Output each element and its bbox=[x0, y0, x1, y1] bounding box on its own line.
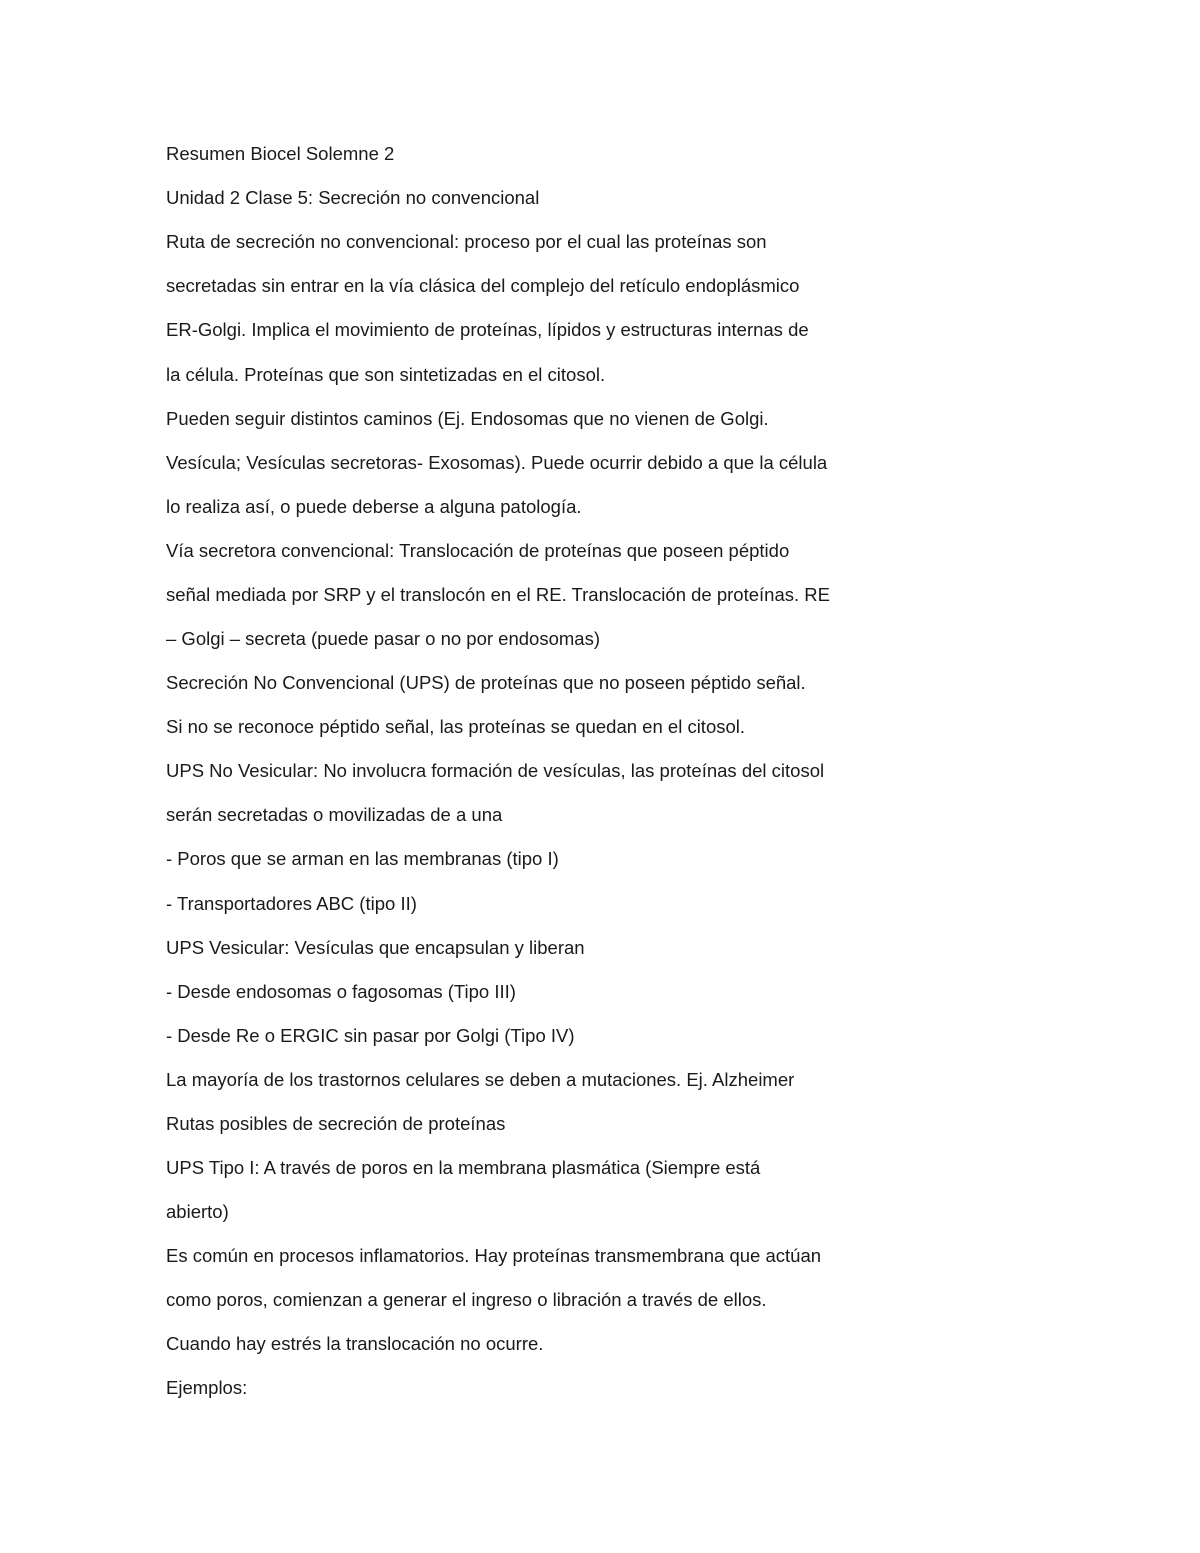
list-item: - Poros que se arman en las membranas (tipo I) bbox=[166, 848, 559, 869]
text-line: como poros, comienzan a generar el ingreso o libración a través de ellos. bbox=[166, 1289, 767, 1310]
text-line: ER-Golgi. Implica el movimiento de proteínas, lípidos y estructuras internas de bbox=[166, 319, 809, 340]
list-item: - Desde Re o ERGIC sin pasar por Golgi (Tipo IV) bbox=[166, 1025, 575, 1046]
text-line: UPS Vesicular: Vesículas que encapsulan y liberan bbox=[166, 937, 585, 958]
text-line: secretadas sin entrar en la vía clásica del complejo del retículo endoplásmico bbox=[166, 275, 800, 296]
text-line: UPS Tipo I: A través de poros en la membrana plasmática (Siempre está bbox=[166, 1157, 761, 1178]
text-line: UPS No Vesicular: No involucra formación de vesículas, las proteínas del citosol bbox=[166, 760, 825, 781]
section-heading: Unidad 2 Clase 5: Secreción no convencional bbox=[166, 187, 540, 208]
text-line: Vesícula; Vesículas secretoras- Exosomas). Puede ocurrir debido a que la célula bbox=[166, 452, 828, 473]
text-line: Si no se reconoce péptido señal, las proteínas se quedan en el citosol. bbox=[166, 716, 746, 737]
text-line: Ruta de secreción no convencional: proceso por el cual las proteínas son bbox=[166, 231, 767, 252]
text-line: – Golgi – secreta (puede pasar o no por endosomas) bbox=[166, 628, 600, 649]
text-line: abierto) bbox=[166, 1201, 229, 1222]
list-item: - Desde endosomas o fagosomas (Tipo III) bbox=[166, 981, 516, 1002]
text-line: Pueden seguir distintos caminos (Ej. Endosomas que no vienen de Golgi. bbox=[166, 408, 769, 429]
text-line: señal mediada por SRP y el translocón en el RE. Translocación de proteínas. RE bbox=[166, 584, 830, 605]
text-line: Cuando hay estrés la translocación no ocurre. bbox=[166, 1333, 544, 1354]
text-line: serán secretadas o movilizadas de a una bbox=[166, 804, 503, 825]
list-item: - Transportadores ABC (tipo II) bbox=[166, 893, 417, 914]
text-line: Vía secretora convencional: Translocación de proteínas que poseen péptido bbox=[166, 540, 790, 561]
text-line: La mayoría de los trastornos celulares se deben a mutaciones. Ej. Alzheimer bbox=[166, 1069, 795, 1090]
document-title: Resumen Biocel Solemne 2 bbox=[166, 143, 395, 164]
text-line: Secreción No Convencional (UPS) de proteínas que no poseen péptido señal. bbox=[166, 672, 806, 693]
text-line: lo realiza así, o puede deberse a alguna patología. bbox=[166, 496, 582, 517]
text-line: la célula. Proteínas que son sintetizadas en el citosol. bbox=[166, 364, 606, 385]
text-line: Ejemplos: bbox=[166, 1377, 248, 1398]
text-line: Es común en procesos inflamatorios. Hay proteínas transmembrana que actúan bbox=[166, 1245, 822, 1266]
text-line: Rutas posibles de secreción de proteínas bbox=[166, 1113, 506, 1134]
